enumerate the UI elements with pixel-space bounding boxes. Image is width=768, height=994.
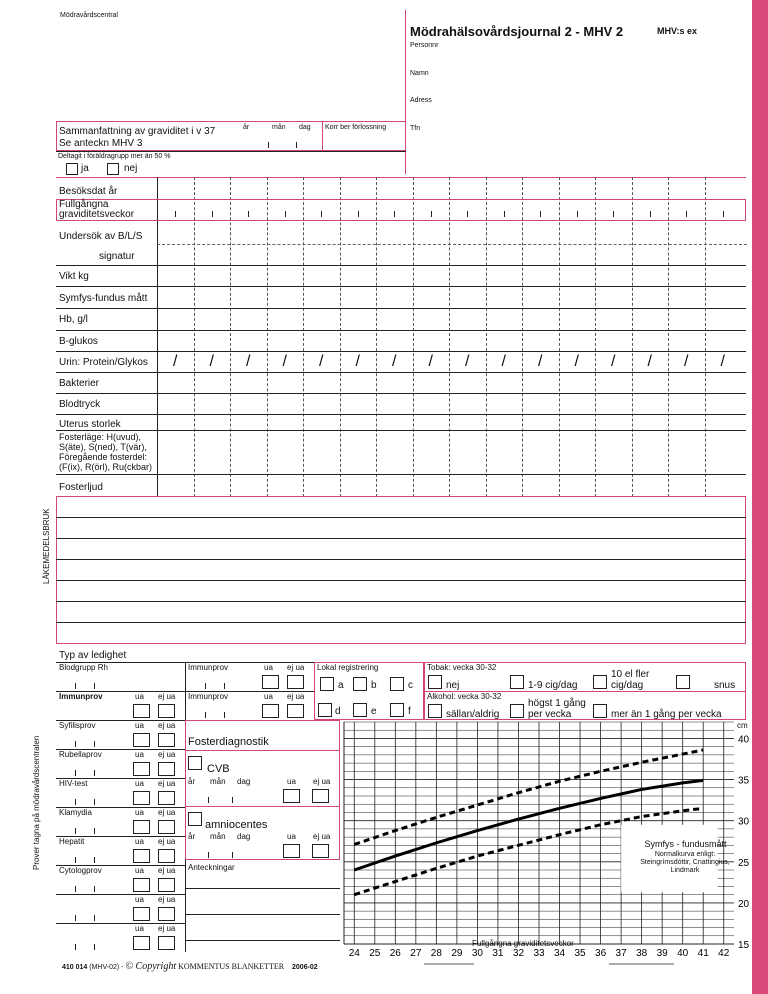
row-besoksdat: Besöksdat år bbox=[59, 186, 118, 197]
urin-slash: / bbox=[647, 353, 652, 370]
test-ejua: ej ua bbox=[158, 808, 176, 817]
chart-subtitle-2: Steingrímsdóttir, Cnattingius, bbox=[640, 859, 730, 866]
test-ejua: ej ua bbox=[158, 866, 176, 875]
row-fosterlage-2: S(äte), S(ned), T(vär), bbox=[59, 442, 147, 452]
chart-x-tick: 29 bbox=[451, 948, 463, 959]
lokal-c-box[interactable] bbox=[390, 677, 404, 691]
row-line bbox=[56, 265, 746, 266]
row-vikt: Vikt kg bbox=[59, 271, 89, 282]
footer-code-2: (MHV-02) - bbox=[89, 964, 124, 971]
row-signatur: signatur bbox=[99, 251, 135, 262]
row-fullgangna-2: graviditetsveckor bbox=[59, 209, 135, 220]
date-tick bbox=[94, 770, 95, 776]
alkohol-sallan: sällan/aldrig bbox=[446, 709, 500, 720]
chart-x-tick: 41 bbox=[697, 948, 709, 959]
amnio-ejua: ej ua bbox=[313, 832, 331, 841]
test-ua-box[interactable] bbox=[133, 762, 150, 776]
date-tick bbox=[232, 797, 233, 803]
grid-column-line bbox=[486, 177, 487, 497]
alkohol-label: Alkohol: vecka 30-32 bbox=[427, 692, 502, 701]
ua-box[interactable] bbox=[262, 704, 279, 718]
test-ejua-box[interactable] bbox=[158, 878, 175, 892]
parent-group-label: Deltagit i föräldragrupp mer än 50 % bbox=[58, 153, 171, 160]
lokal-e: e bbox=[371, 706, 377, 717]
notes-line bbox=[185, 940, 340, 941]
amnio-label: amniocentes bbox=[205, 819, 268, 831]
summary-line2: Se anteckn MHV 3 bbox=[59, 138, 143, 149]
test-ua-box[interactable] bbox=[133, 878, 150, 892]
footer-date: 2006-02 bbox=[292, 964, 318, 971]
ua-2: ua bbox=[135, 692, 144, 701]
chart-subtitle-3: Lindmark bbox=[670, 867, 700, 874]
lokal-a-box[interactable] bbox=[320, 677, 334, 691]
row-fosterlage-3: Föregående fosterdel: bbox=[59, 452, 148, 462]
chart-y-tick: 40 bbox=[738, 734, 750, 746]
week-tick bbox=[686, 211, 687, 217]
tobak-10-b: cig/dag bbox=[611, 680, 644, 691]
date-tick bbox=[75, 886, 76, 892]
test-ejua-box[interactable] bbox=[158, 762, 175, 776]
grid-column-line bbox=[559, 177, 560, 497]
date-tick bbox=[75, 915, 76, 921]
grid-column-line bbox=[303, 177, 304, 497]
test-ejua: ej ua bbox=[158, 721, 176, 730]
date-tick bbox=[94, 944, 95, 950]
test-ejua: ej ua bbox=[158, 837, 176, 846]
grid-column-line bbox=[230, 177, 231, 497]
row-line bbox=[56, 393, 746, 394]
notes-line bbox=[185, 914, 340, 915]
cvb-ua: ua bbox=[287, 777, 296, 786]
medication-line bbox=[56, 580, 746, 581]
immunprov-ejua-box[interactable] bbox=[287, 675, 304, 689]
chart-x-tick: 25 bbox=[369, 948, 381, 959]
chart-subtitle-1: Normalkurva enligt: bbox=[654, 851, 716, 858]
tests-side-label: Prover tagna på mödravårdscentralen bbox=[32, 735, 41, 870]
cvb-dag: dag bbox=[237, 777, 251, 786]
urin-slash: / bbox=[428, 353, 433, 370]
chart-x-tick: 38 bbox=[636, 948, 648, 959]
amnio-box[interactable] bbox=[188, 812, 202, 826]
urin-slash: / bbox=[501, 353, 506, 370]
immunprov-label-1: Immunprov bbox=[188, 663, 229, 672]
medication-line bbox=[56, 538, 746, 539]
lokal-f-box[interactable] bbox=[390, 703, 404, 717]
urin-slash: / bbox=[209, 353, 214, 370]
summary-month: mån bbox=[272, 124, 286, 131]
tobak-10-a: 10 el fler bbox=[611, 669, 650, 680]
snus-box[interactable] bbox=[676, 675, 690, 689]
row-fosterlage-4: (F(ix), R(örl), Ru(ckbar) bbox=[59, 462, 152, 472]
chart-x-tick: 36 bbox=[595, 948, 607, 959]
fosterdiag-label: Fosterdiagnostik bbox=[188, 736, 269, 748]
date-tick bbox=[75, 857, 76, 863]
tobak-19-box[interactable] bbox=[510, 675, 524, 689]
row-uterus: Uterus storlek bbox=[59, 419, 121, 430]
test-label: Rubellaprov bbox=[59, 750, 102, 759]
test-ua: ua bbox=[135, 924, 144, 933]
nej-label: nej bbox=[124, 163, 138, 174]
chart-x-tick: 32 bbox=[512, 948, 525, 959]
grid-column-line bbox=[413, 177, 414, 497]
summary-day: dag bbox=[299, 124, 311, 131]
ua-box[interactable] bbox=[133, 704, 150, 718]
footer bbox=[62, 962, 318, 972]
date-tick bbox=[75, 770, 76, 776]
grid-column-line bbox=[340, 177, 341, 497]
immunprov-ua-box[interactable] bbox=[262, 675, 279, 689]
chart-x-tick: 28 bbox=[430, 948, 442, 959]
summary-line1: Sammanfattning av graviditet i v 37 bbox=[59, 126, 216, 137]
amnio-man: mån bbox=[210, 832, 226, 841]
test-ua-box[interactable] bbox=[133, 791, 150, 805]
chart-title: Symfys - fundusmått bbox=[644, 839, 727, 849]
date-tick bbox=[75, 799, 76, 805]
grid-column-line bbox=[705, 177, 706, 497]
chart-x-tick: 35 bbox=[574, 948, 586, 959]
week-tick bbox=[212, 211, 213, 217]
lokal-b-box[interactable] bbox=[353, 677, 367, 691]
date-tick bbox=[75, 683, 76, 689]
row-urin: Urin: Protein/Glykos bbox=[59, 357, 148, 368]
chart-x-tick: 31 bbox=[492, 948, 504, 959]
footer-publisher: KOMMENTUS BLANKETTER bbox=[178, 962, 285, 971]
test-ua-box[interactable] bbox=[133, 849, 150, 863]
test-ejua-box[interactable] bbox=[158, 907, 175, 921]
week-tick bbox=[394, 211, 395, 217]
summary-year: år bbox=[243, 124, 250, 131]
week-tick bbox=[358, 211, 359, 217]
cvb-ar: år bbox=[188, 777, 196, 786]
chart-x-tick: 37 bbox=[615, 948, 627, 959]
test-ejua-box[interactable] bbox=[158, 849, 175, 863]
test-ejua-box[interactable] bbox=[158, 936, 175, 950]
urin-slash: / bbox=[720, 353, 725, 370]
date-tick bbox=[208, 852, 209, 858]
row-fosterljud: Fosterljud bbox=[59, 482, 103, 493]
test-ejua-box[interactable] bbox=[158, 820, 175, 834]
test-ua: ua bbox=[135, 721, 144, 730]
medication-line bbox=[56, 517, 746, 518]
row-undersok: Undersök av B/L/S bbox=[59, 231, 143, 242]
test-ejua: ej ua bbox=[158, 750, 176, 759]
grid-column-line bbox=[449, 177, 450, 497]
row-line bbox=[56, 330, 746, 331]
test-label: Cytologprov bbox=[59, 866, 102, 875]
edge-stripe bbox=[752, 0, 768, 994]
date-tick bbox=[75, 741, 76, 747]
chart-x-tick: 42 bbox=[718, 948, 730, 959]
test-label: Hepatit bbox=[59, 837, 85, 846]
immunprov-label-2: Immunprov bbox=[59, 692, 103, 701]
amnio-ua: ua bbox=[287, 832, 296, 841]
row-line bbox=[56, 474, 746, 475]
row-line bbox=[56, 414, 746, 415]
grid-column-line bbox=[595, 177, 596, 497]
row-bakterier: Bakterier bbox=[59, 378, 100, 389]
row-line bbox=[56, 351, 746, 352]
test-ua-box[interactable] bbox=[133, 907, 150, 921]
urin-slash: / bbox=[246, 353, 251, 370]
medication-line bbox=[56, 601, 746, 602]
row-line bbox=[56, 308, 746, 309]
grid-column-line bbox=[632, 177, 633, 497]
alkohol-hogst-2: per vecka bbox=[528, 709, 572, 720]
cvb-box[interactable] bbox=[188, 756, 202, 770]
week-tick bbox=[175, 211, 176, 217]
adress-label: Adress bbox=[410, 97, 432, 104]
symfys-fundus-chart bbox=[338, 718, 748, 958]
urin-slash: / bbox=[319, 353, 324, 370]
test-ejua-box[interactable] bbox=[158, 733, 175, 747]
immunprov-label-3: Immunprov bbox=[188, 692, 229, 701]
chart-x-tick: 26 bbox=[389, 948, 401, 959]
alkohol-sallan-box[interactable] bbox=[428, 704, 442, 718]
ja-label: ja bbox=[81, 163, 89, 174]
anteckningar-label: Anteckningar bbox=[188, 863, 235, 872]
row-bglukos: B-glukos bbox=[59, 336, 98, 347]
week-tick bbox=[540, 211, 541, 217]
cvb-ejua: ej ua bbox=[313, 777, 331, 786]
week-tick bbox=[577, 211, 578, 217]
week-tick bbox=[650, 211, 651, 217]
ja-checkbox[interactable] bbox=[66, 163, 78, 175]
medication-side-label: LÄKEMEDELSBRUK bbox=[42, 508, 51, 584]
snus-label: snus bbox=[714, 680, 736, 691]
row-line bbox=[56, 286, 746, 287]
dashed-divider bbox=[157, 244, 747, 245]
tobak-nej-box[interactable] bbox=[428, 675, 442, 689]
lokal-b: b bbox=[371, 680, 377, 691]
alkohol-mer-box[interactable] bbox=[593, 704, 607, 718]
namn-label: Namn bbox=[410, 70, 429, 77]
immunprov-ua-1: ua bbox=[264, 663, 273, 672]
test-ejua-box[interactable] bbox=[158, 791, 175, 805]
row-hb: Hb, g/l bbox=[59, 314, 88, 325]
row-line bbox=[56, 372, 746, 373]
cvb-man: mån bbox=[210, 777, 226, 786]
urin-slash: / bbox=[465, 353, 470, 370]
date-tick bbox=[205, 683, 206, 689]
date-tick bbox=[94, 857, 95, 863]
date-tick bbox=[94, 741, 95, 747]
date-tick bbox=[296, 142, 297, 148]
amnio-dag: dag bbox=[237, 832, 251, 841]
ua-3: ua bbox=[264, 692, 273, 701]
chart-y-tick: 25 bbox=[738, 857, 750, 869]
date-tick bbox=[94, 828, 95, 834]
chart-y-tick: 35 bbox=[738, 775, 750, 787]
week-tick bbox=[285, 211, 286, 217]
urin-slash: / bbox=[574, 353, 579, 370]
alkohol-hogst-1: högst 1 gång bbox=[528, 698, 586, 709]
date-tick bbox=[94, 886, 95, 892]
ejua-2: ej ua bbox=[158, 692, 176, 701]
date-tick bbox=[208, 797, 209, 803]
chart-xlabel: Fullgångna graviditetsveckor bbox=[472, 939, 574, 948]
date-tick bbox=[224, 712, 225, 718]
test-ua-box[interactable] bbox=[133, 936, 150, 950]
medication-line bbox=[56, 622, 746, 623]
week-tick bbox=[504, 211, 505, 217]
grid-top bbox=[56, 177, 746, 178]
lokal-a: a bbox=[338, 680, 344, 691]
lokal-c: c bbox=[408, 680, 413, 691]
date-tick bbox=[224, 683, 225, 689]
week-tick bbox=[467, 211, 468, 217]
cvb-ua-box[interactable] bbox=[283, 789, 300, 803]
chart-x-tick: 24 bbox=[348, 948, 360, 959]
chart-y-tick: 30 bbox=[738, 816, 750, 828]
test-ua: ua bbox=[135, 837, 144, 846]
test-ua: ua bbox=[135, 895, 144, 904]
tobak-19: 1-9 cig/dag bbox=[528, 680, 578, 691]
chart-x-tick: 33 bbox=[533, 948, 545, 959]
test-ejua: ej ua bbox=[158, 779, 176, 788]
tobak-label: Tobak: vecka 30-32 bbox=[427, 663, 497, 672]
urin-slash: / bbox=[355, 353, 360, 370]
personnr-label: Personnr bbox=[410, 42, 439, 49]
test-ua: ua bbox=[135, 808, 144, 817]
divider bbox=[185, 750, 340, 751]
korr-divider bbox=[322, 121, 323, 151]
amnio-ar: år bbox=[188, 832, 196, 841]
week-tick bbox=[613, 211, 614, 217]
amnio-ua-box[interactable] bbox=[283, 844, 300, 858]
test-ua-box[interactable] bbox=[133, 820, 150, 834]
ejua-box[interactable] bbox=[158, 704, 175, 718]
row-fosterlage-1: Fosterläge: H(uvud), bbox=[59, 432, 142, 442]
date-tick bbox=[75, 828, 76, 834]
korr-label: Korr ber förlossning bbox=[325, 124, 387, 131]
date-tick bbox=[94, 683, 95, 689]
lokal-f: f bbox=[408, 706, 411, 717]
chart-x-tick: 30 bbox=[471, 948, 483, 959]
date-tick bbox=[94, 799, 95, 805]
urin-slash: / bbox=[611, 353, 616, 370]
date-tick bbox=[268, 142, 269, 148]
lokal-e-box[interactable] bbox=[353, 703, 367, 717]
notes-line bbox=[185, 888, 340, 889]
divider bbox=[56, 151, 406, 152]
row-symfys: Symfys-fundus mått bbox=[59, 293, 148, 304]
grid-column-line bbox=[522, 177, 523, 497]
urin-slash: / bbox=[282, 353, 287, 370]
date-tick bbox=[205, 712, 206, 718]
chart-y-tick: 20 bbox=[738, 898, 750, 910]
row-blodtryck: Blodtryck bbox=[59, 399, 101, 410]
test-label: Syfilisprov bbox=[59, 721, 96, 730]
medication-line bbox=[56, 559, 746, 560]
grid-column-line bbox=[267, 177, 268, 497]
grid-column-line bbox=[376, 177, 377, 497]
urin-slash: / bbox=[538, 353, 543, 370]
urin-slash: / bbox=[173, 353, 178, 370]
cvb-ejua-box[interactable] bbox=[312, 789, 329, 803]
row-typ-ledighet: Typ av ledighet bbox=[59, 650, 127, 661]
blodgrupp-label: Blodgrupp Rh bbox=[59, 663, 108, 672]
divider bbox=[185, 806, 340, 807]
cvb-label: CVB bbox=[207, 763, 230, 775]
grid-column-line bbox=[668, 177, 669, 497]
nej-checkbox[interactable] bbox=[107, 163, 119, 175]
date-tick bbox=[94, 915, 95, 921]
chart-x-tick: 34 bbox=[553, 948, 566, 959]
tobak-nej: nej bbox=[446, 680, 460, 691]
urin-slash: / bbox=[684, 353, 689, 370]
amnio-ejua-box[interactable] bbox=[312, 844, 329, 858]
lokal-d-box[interactable] bbox=[318, 703, 332, 717]
alkohol-mer: mer än 1 gång per vecka bbox=[611, 709, 722, 720]
test-ejua: ej ua bbox=[158, 895, 176, 904]
footer-copyright: © Copyright bbox=[125, 961, 177, 972]
clinic-label: Mödravårdscentral bbox=[60, 12, 118, 19]
test-label: Klamydia bbox=[59, 808, 92, 817]
lokal-label: Lokal registrering bbox=[317, 663, 379, 672]
test-ua: ua bbox=[135, 750, 144, 759]
urin-slash: / bbox=[392, 353, 397, 370]
chart-x-tick: 40 bbox=[677, 948, 689, 959]
copy-label: MHV:s ex bbox=[657, 26, 698, 36]
date-tick bbox=[75, 944, 76, 950]
form-title: Mödrahälsovårdsjournal 2 - MHV 2 bbox=[410, 24, 624, 39]
alkohol-hogst-box[interactable] bbox=[510, 704, 524, 718]
test-ua: ua bbox=[135, 866, 144, 875]
ejua-box[interactable] bbox=[287, 704, 304, 718]
row-line bbox=[56, 430, 746, 431]
ejua-3: ej ua bbox=[287, 692, 305, 701]
tfn-label: Tfn bbox=[410, 125, 421, 132]
footer-code: 410 014 bbox=[62, 964, 88, 971]
chart-y-tick: 15 bbox=[738, 940, 750, 951]
week-tick bbox=[431, 211, 432, 217]
test-label: HIV-test bbox=[59, 779, 88, 788]
test-ua: ua bbox=[135, 779, 144, 788]
label-col-border bbox=[157, 177, 158, 497]
test-ua-box[interactable] bbox=[133, 733, 150, 747]
chart-ylabel: cm bbox=[737, 721, 748, 730]
chart-x-tick: 39 bbox=[656, 948, 668, 959]
grid-column-line bbox=[194, 177, 195, 497]
week-tick bbox=[723, 211, 724, 217]
week-tick bbox=[248, 211, 249, 217]
tobak-10-box[interactable] bbox=[593, 675, 607, 689]
test-ejua: ej ua bbox=[158, 924, 176, 933]
row-fullgangna-1: Fullgångna bbox=[59, 199, 109, 210]
date-tick bbox=[232, 852, 233, 858]
lokal-d: d bbox=[335, 706, 341, 717]
week-tick bbox=[321, 211, 322, 217]
immunprov-ejua-1: ej ua bbox=[287, 663, 305, 672]
fullgangna-row bbox=[56, 199, 746, 221]
chart-x-tick: 27 bbox=[410, 948, 422, 959]
